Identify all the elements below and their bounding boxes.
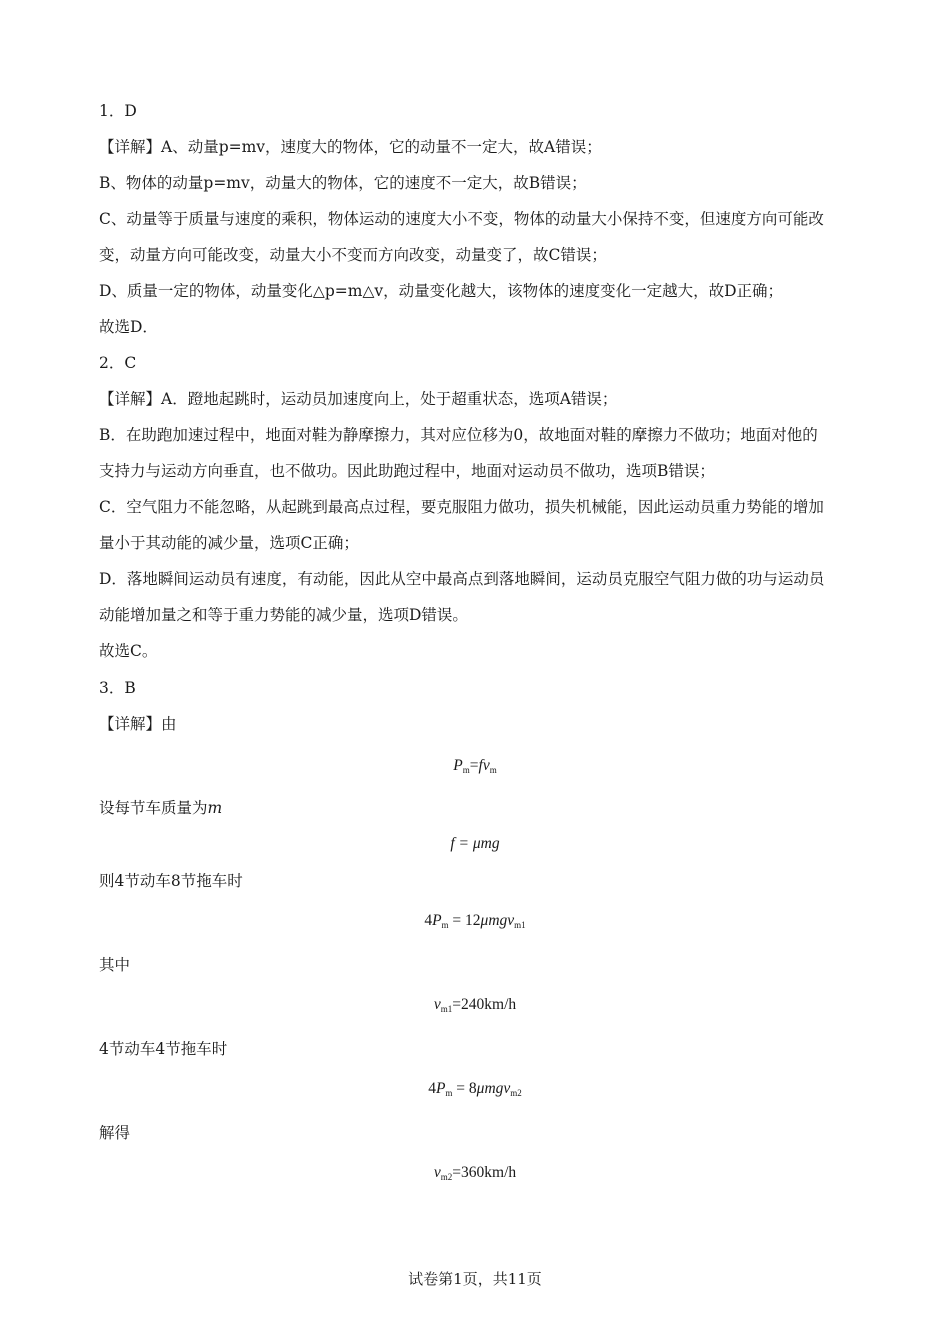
equation-4: $v_{m1}=240km/h$	[433, 996, 517, 1014]
q3-line-1: 【详解】由	[99, 715, 177, 733]
equation-6: $v_{m2}=360km/h$	[433, 1164, 517, 1182]
q1-line-2: B、物体的动量p=mv，动量大的物体，它的速度不一定大，故B错误；	[99, 174, 587, 192]
q3-line-5: 4节动车4节拖车时	[99, 1040, 228, 1058]
q1-line-5: D、质量一定的物体，动量变化△p=m△v，动量变化越大，该物体的速度变化一定越大，故D正确；	[99, 282, 784, 300]
q3-line-4: 其中	[99, 956, 131, 974]
q2-answer: 2．C	[99, 354, 137, 372]
equation-2: f = μmg	[450, 835, 500, 852]
q2-line-5: 量小于其动能的减少量，选项C正确；	[99, 534, 359, 552]
q2-line-6: D．落地瞬间运动员有速度，有动能，因此从空中最高点到落地瞬间，运动员克服空气阻力做的功与运动员	[99, 570, 825, 588]
q1-line-6: 故选D．	[99, 318, 158, 336]
equation-1: $P_m=fv_m$	[453, 757, 497, 775]
q1-line-4: 变，动量方向可能改变，动量大小不变而方向改变，动量变了，故C错误；	[99, 246, 607, 264]
page-footer: 试卷第1页，共11页	[408, 1270, 542, 1288]
q3-line-2: 设每节车质量为m	[99, 799, 223, 817]
q2-line-2: B．在助跑加速过程中，地面对鞋为静摩擦力，其对应位移为0，故地面对鞋的摩擦力不做功；地面对他的	[99, 426, 818, 444]
q2-line-1: 【详解】A．蹬地起跳时，运动员加速度向上，处于超重状态，选项A错误；	[99, 390, 618, 408]
q3-line-3: 则4节动车8节拖车时	[99, 872, 243, 890]
q1-line-1: 【详解】A、动量p=mv，速度大的物体，它的动量不一定大，故A错误；	[99, 138, 602, 156]
q3-line-6: 解得	[99, 1124, 131, 1142]
equation-5: $4P_m = 8\mu mgv_{m2}$	[428, 1080, 522, 1098]
q2-line-4: C．空气阻力不能忽略，从起跳到最高点过程，要克服阻力做功，损失机械能，因此运动员重力势能的增加	[99, 498, 824, 516]
q2-line-7: 动能增加量之和等于重力势能的减少量，选项D错误。	[99, 606, 468, 624]
q1-answer: 1．D	[99, 102, 137, 120]
q1-line-3: C、动量等于质量与速度的乘积，物体运动的速度大小不变，物体的动量大小保持不变，但速度方向可能改	[99, 210, 824, 228]
q3-answer: 3．B	[99, 679, 136, 697]
q2-line-8: 故选C。	[99, 642, 158, 660]
q2-line-3: 支持力与运动方向垂直，也不做功。因此助跑过程中，地面对运动员不做功，选项B错误；	[99, 462, 715, 480]
equation-3: $4P_m = 12\mu mgv_{m1}$	[424, 912, 526, 930]
